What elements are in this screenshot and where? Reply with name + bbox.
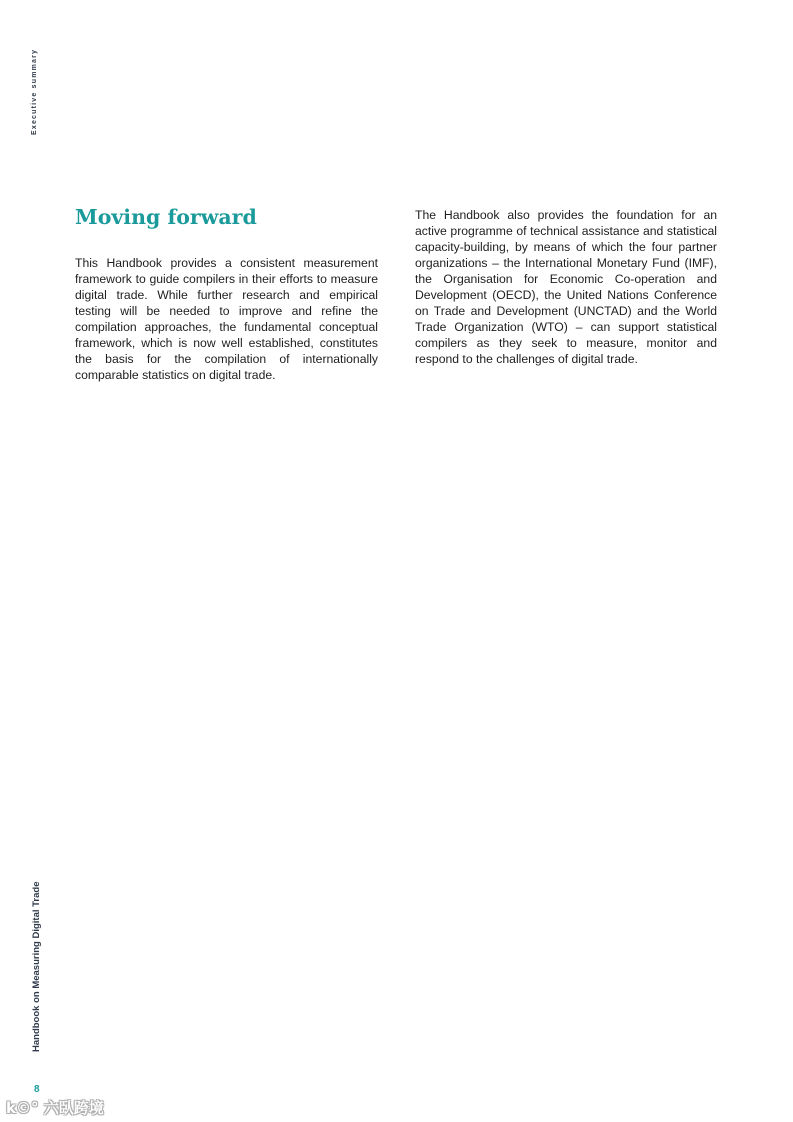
page-number: 8 <box>34 1084 40 1095</box>
left-column-paragraph: This Handbook provides a consistent measurement framework to guide compilers in their efforts to measure digital trade. While further research and empirical testing will be needed to improve and refine the compilation approaches, the fundamental conceptual framework, which is now well established, constitutes the basis for the compilation of internationally comparable statistics on digital trade. <box>75 256 378 382</box>
document-title: Handbook on Measuring Digital Trade <box>31 881 42 1052</box>
section-label: Executive summary <box>31 48 38 135</box>
section-heading: Moving forward <box>75 205 257 229</box>
watermark-logo: k©° 六臥跨境 <box>6 1099 104 1117</box>
right-column-paragraph: The Handbook also provides the foundation for an active programme of technical assistance and statistical capacity-building, by means of which the four partner organizations – the International Monetary Fund (IMF), the Organisation for Economic Co-operation and Development (OECD), the United Nations Conference on Trade and Development (UNCTAD) and the World Trade Organization (WTO) – can support statistical compilers as they seek to measure, monitor and respond to the challenges of digital trade. <box>415 208 717 366</box>
